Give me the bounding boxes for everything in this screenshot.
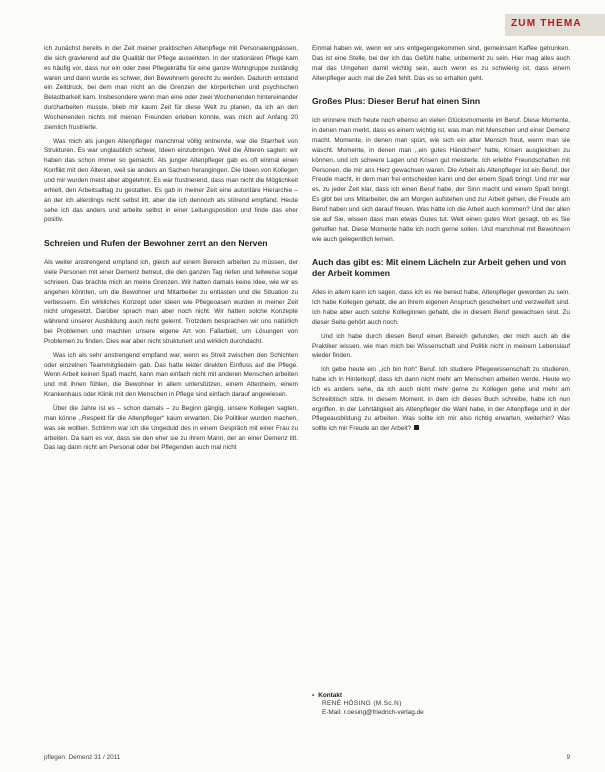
subheading: Schreien und Rufen der Bewohner zerrt an den Nerven xyxy=(44,238,268,249)
contact-email: E-Mail: r.oesing@friedrich-verlag.de xyxy=(322,709,424,716)
paragraph: Als weiter anstrengend empfand ich, gleich auf einem Bereich arbeiten zu müssen, der viele Personen mit einer Demenz betreut, die den ganzen Tag riefen und teilweise sogar schrieen. Das brachte mich an meine Grenzen. Wir hatten damals keine Idee, wie wir es angehen könnten, um die Bewohner und Mitarbeiter zu entlasten und die Situation zu verbessern. Ein wirkliches Konzept oder Ideen wie Pflegeoasen wurden in meiner Zeit nicht umgesetzt. Darüber sprach man aber noch nicht. Wir hatten solche Konzepte während unserer Ausbildung auch nicht gelernt. Trotzdem besprachen wir uns natürlich bei Problemen und machten unsere eigene Art von Fallarbeit, um Lösungen von Problemen zu finden. Dies war aber nicht strukturiert und wirklich durchdacht. xyxy=(44,259,298,345)
section-title: ZUM THEMA xyxy=(511,18,582,29)
paragraph: Alles in allem kann ich sagen, dass ich es nie bereut habe, Altenpfleger geworden zu sein. Ich habe Kollegen gehabt, die an ihrem eigenen Anspruch gescheitert und verzweifelt sind. Ich habe aber auch solche Kolleginnen gehabt, die in diesem Beruf gewachsen sind. Zu dieser Seite gehört auch noch. xyxy=(312,289,570,326)
contact-name: RENÉ HÖSING (M.Sc.N) xyxy=(322,700,402,707)
right-column xyxy=(312,44,570,438)
page-footer xyxy=(44,754,570,764)
contact-title: Kontakt xyxy=(318,692,343,699)
paragraph: Und ich habe durch diesen Beruf einen Bereich gefunden, der mich auch ab die Praktiker wissen, wie man mich bei Wissenschaft und Politik nicht in meinem Lebenslauf wieder finden. xyxy=(312,332,570,360)
paragraph: Was ich als sehr anstrengend empfand war, wenn es Streit zwischen den Schichten oder einzelnen Teammitgliedern gab. Das hatte leider direkten Einfluss auf die Pflege. Wenn Arbeit keinen Spaß macht, kann man einfach nicht mit anderen Menschen arbeiten und mit ihnen fühlen, die Bewohner in allem unterstützen, einem Altenheim, einem Krankenhaus oder Klinik mit den Menschen in Pflege sind einfach darauf angewiesen. xyxy=(44,351,298,399)
subheading: Auch das gibt es: Mit einem Lächeln zur Arbeit gehen und von der Arbeit kommen xyxy=(312,257,567,279)
contact-box xyxy=(312,692,570,717)
section-header-tab xyxy=(505,14,605,36)
contact-heading xyxy=(312,692,570,699)
publication-info: pflegen: Demenz 31 / 2011 xyxy=(44,754,121,761)
paragraph: ich zunächst bereits in der Zeit meiner praktischen Altenpflege mit Personalengpässen, die sich gravierend auf die Qualität der Pflege auswirkten. In der stationären Pflege kam es häufig vor, dass nur ein oder zwei Pflegekräfte für eine ganze Wohngruppe zuständig waren und dann wurde es schwer, den Bewohnern gerecht zu werden. Dadurch entstand ein Zeitdruck, bei dem man nicht an die Grenzen der körperlichen und psychischen Belastbarkeit kam. Insbesondere wenn man eine oder zwei Wochenenden hintereinander durcharbeiten musste, blieb mir kaum Zeit für diese Welt zu planen, da ich an den Wochenenden nichts mit meinen Freunden erleben konnte, was mich auf Anfang 20 ziemlich frustrierte. xyxy=(44,45,298,131)
paragraph: Ich erinnere mich heute noch ebenso an vielen Glücksmomente im Beruf. Diese Momente, in denen man merkt, dass es einem wichtig ist, was man mit Menschen und einer Demenz macht. Momente, in denen man spürt, wie sich ein alter Mensch freut, wenn man sie wäscht. Momente, in denen man ,,ein gutes Händchen“ hatte, Krisen ausgleichen zu können, und ich schwere Lagen und Krisen gut meisterte. Ich erlebte Freundschaften mit Personen, die mir ans Herz gewachsen waren. Die Arbeit als Altenpfleger ist ein Beruf, der Freude macht, in dem man frei entscheiden kann und der einem Spaß bringt. Und mir war es, zu jeder Zeit klar, dass ich einen Beruf habe, der Sinn macht und einem Spaß bringt. Es gibt bei uns Mitarbeiter, die am Morgen aufstehen und zur Arbeit gehen, die Freude am Beruf haben und sich darauf freuen. Was hätte ich die Arbeit auch kommen? Und der allen sie auf Sie, wissen dass man etwas Gutes tut. Welt einen gutes Wort gesagt, ob es Sie geholfen hat. Diese Momente hätte ich noch gerne sollen. Und manchmal mit Bewohnern wie auch gelegentlich lernen. xyxy=(312,117,570,243)
paragraph: Über die Jahre ist es – schon damals – zu Beginn gängig, unsere Kollegen sagten, man könne ,,Respekt für die Altenpfleger“ kaum erwarten. Die Politiker wurden machen, was sie wollten. Schlimm war ich die Ungeduld des in einem Gespräch mit einer Frau zu arbeiten. Da kam es vor, dass sie den eher sie zu ihrem Mann, der an einer Demenz litt. Das lag dann nicht am Personal oder bei Pflegenden auch mal nicht xyxy=(44,405,298,452)
end-of-article-mark xyxy=(414,425,419,430)
left-column xyxy=(44,44,298,457)
paragraph-text: Ich gebe heute ein ,,ich bin froh“ Beruf. Ich studiere Pflegewissenschaft zu studieren, habe ich in Hinterkopf, dass ich dann nicht mehr am Menschen arbeiten werde. Heute wo ich es anders sehe, da ich auch nicht mehr gerne zu Kollegen gehe und mehr am Schreibtisch sitze. In diesem Moment, in dem ich dieses Buch schreibe, habe ich nun ergriffen. In der Lehrtätigkeit als Altenpfleger die Wahl habe, in der Altenpflege und in der Pflegeausbildung zu arbeiten. Was sollte ich mir also richtig erwarten, weiterhin? Was sollte ich mir Freude an der Arbeit? xyxy=(312,366,570,433)
bullet-icon: • xyxy=(312,692,315,699)
page-number: 9 xyxy=(566,754,570,761)
paragraph: Einmal haben wir, wenn wir uns entgegengekommen sind, gemeinsam Kaffee getrunken. Das ist eine Stelle, bei der ich das Gefühl habe, unbemerkt zu sein. Hier mag alles auch mal das Umgehen damit wichtig sein, auch wenn es zu schwierig ist, dass einem Altenpfleger auch mal die Zeit fehlt. Das es so erhalten geht. xyxy=(312,45,570,82)
subheading: Großes Plus: Dieser Beruf hat einen Sinn xyxy=(312,96,481,107)
paragraph: Was mich als jungen Altenpfleger manchmal völlig entnervte, war die Starrheit von Strukturen. Es war unglaublich schwer, Ideen einzubringen. Weil die Älteren sagten: wir haben das schon immer so gemacht. Als junger Altenpfleger gab es oft einmal einen Konflikt mit den Älteren, weil sie anders an Sachen herangingen. Die Ideen von Kollegen und mir wurden meist aber abgelehnt. Es war frustrierend, dass man nicht die Möglichkeit erhielt, den Arbeitsalltag zu gestalten. Es gab in meiner Zeit eine autoritäre Hierarchie – an der ich allerdings nicht selbst litt, aber die ich dennoch als störend empfand. Heute sehe ich das anders und arbeite selbst in einer Leitungsposition und finde das eher positiv. xyxy=(44,137,298,224)
paragraph xyxy=(312,365,570,434)
